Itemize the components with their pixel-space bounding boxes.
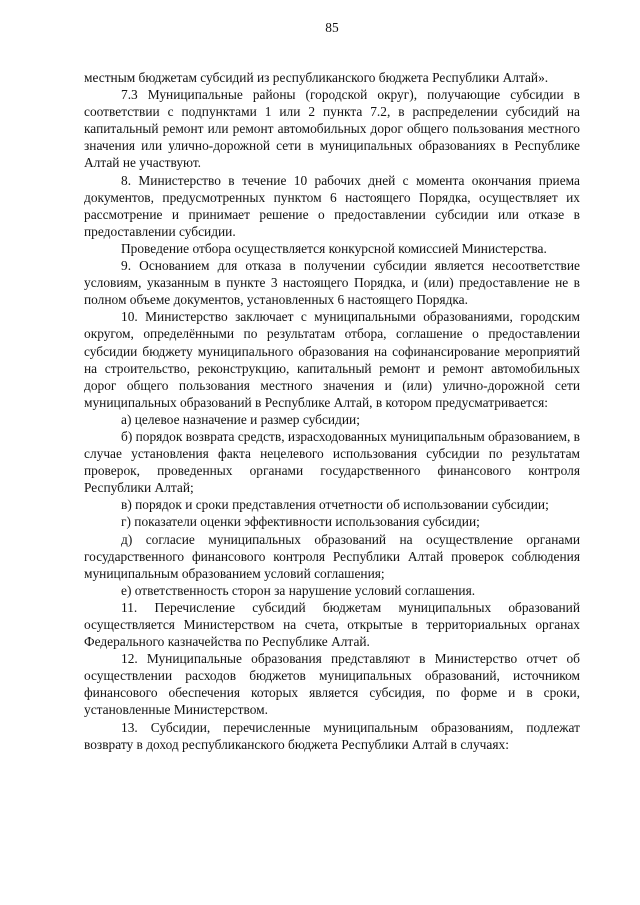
paragraph-continuation: местным бюджетам субсидий из республиканского бюджета Республики Алтай». [84, 70, 549, 85]
paragraph-10-g: г) показатели оценки эффективности использования субсидии; [121, 514, 480, 530]
page-number: 85 [325, 20, 339, 35]
paragraph-10-a: а) целевое назначение и размер субсидии; [121, 411, 360, 427]
paragraph-13: 13. Субсидии, перечисленные муниципальным образованиям, подлежат возврату в доход республиканского бюджета Республики Алтай в случаях: [84, 719, 580, 752]
paragraph-8: 8. Министерство в течение 10 рабочих дней с момента окончания приема документов, предусмотренных пунктом 6 настоящего Порядка, осуществляет их рассмотрение и принимает решение о предоставлении субсидии или отказе в предоставлении субсидии. [84, 172, 580, 239]
paragraph-10-b: б) порядок возврата средств, израсходованных муниципальным образованием, в случае установления факта нецелевого использования субсидии по результатам проверок, проведенных органами государственного финансового контроля Республики Алтай; [84, 428, 580, 496]
paragraph-11: 11. Перечисление субсидий бюджетам муниципальных образований осуществляется Министерством на счета, открытые в территориальных органах Федерального казначейства по Республике Алтай. [84, 599, 580, 650]
paragraph-10-d: д) согласие муниципальных образований на осуществление органами государственного финансового контроля Республики Алтай проверок соблюдения муниципальным образованием условий соглашения; [84, 531, 580, 581]
paragraph-8-commission: Проведение отбора осуществляется конкурсной комиссией Министерства. [121, 240, 547, 256]
paragraph-9: 9. Основанием для отказа в получении субсидии является несоответствие условиям, указанным в пункте 3 настоящего Порядка, и (или) предоставление не в полном объеме документов, установленных 6 настоящего Порядка. [84, 258, 580, 308]
paragraph-10-e: е) ответственность сторон за нарушение условий соглашения. [121, 582, 476, 598]
document-body [84, 69, 580, 753]
paragraph-12: 12. Муниципальные образования представляют в Министерство отчет об осуществлении расходов бюджетов муниципальных образований, источником финансового обеспечения которых является субсидия, по форме и в сроки, установленные Министерством. [84, 651, 580, 718]
paragraph-10-v: в) порядок и сроки представления отчетности об использовании субсидии; [121, 497, 549, 513]
paragraph-10: 10. Министерство заключает с муниципальными образованиями, городским округом, определёнными по результатам отбора, соглашение о предоставлении субсидии бюджету муниципального образования на софинансирование мероприятий на строительство, реконструкцию, капитальный ремонт и ремонт автомобильных дорог общего пользования местного значения и (или) улично-дорожной сети муниципальных образований в Республике Алтай, в котором предусматривается: [84, 309, 580, 410]
paragraph-7-3: 7.3 Муниципальные районы (городской округ), получающие субсидии в соответствии с подпунктами 1 или 2 пункта 7.2, в распределении субсидий на капитальный ремонт или ремонт автомобильных дорог общего пользования местного значения или улично-дорожной сети в муниципальных образованиях в Республике Алтай не участвуют. [84, 87, 580, 171]
